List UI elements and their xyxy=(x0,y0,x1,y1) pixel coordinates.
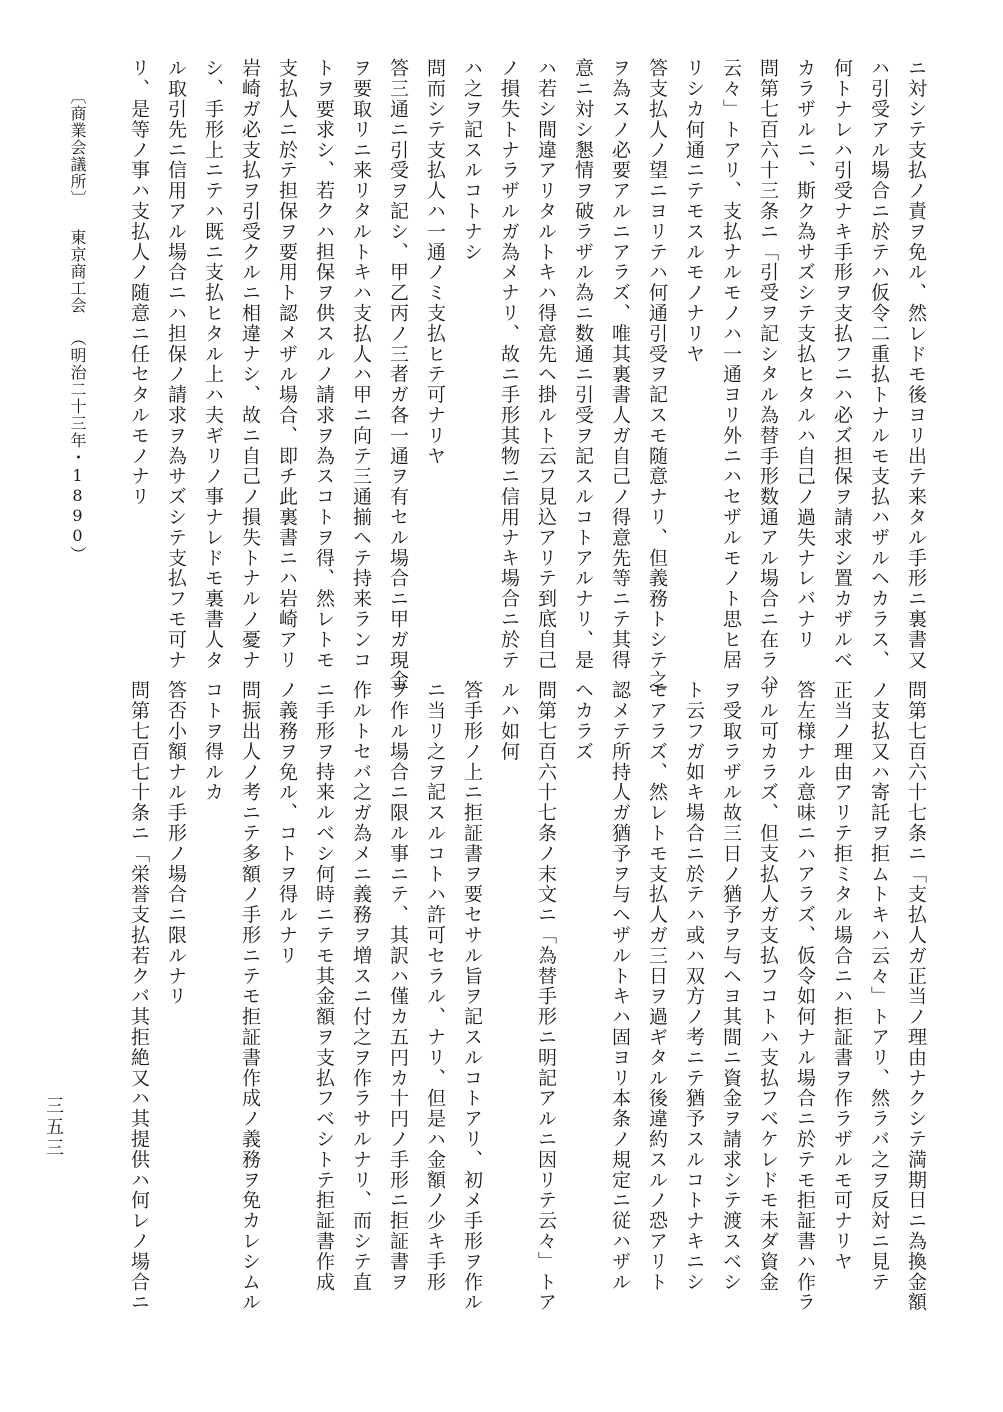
page-number: 三五三 xyxy=(43,1096,64,1159)
text-column: ハ之ヲ記スルコトナシ xyxy=(461,58,483,262)
text-column: 問而シテ支払人ハ一通ノミ支払ヒテ可ナリヤ xyxy=(424,58,446,466)
text-column: 問第七百六十三条ニ「引受ヲ記シタル為替手形数通アル場合ニ在ラハ xyxy=(757,58,779,691)
text-column: ニ手形ヲ持来ルベシ何時ニテモ其金額ヲ支払フベシトテ拒証書作成 xyxy=(313,680,335,1292)
text-column: モアラズ、然レトモ支払人ガ三日ヲ過ギタル後違約スルノ恐アリト xyxy=(646,680,668,1292)
source-label: 〔商業会議所〕 xyxy=(68,88,87,207)
text-column: 作ルトセバ之ガ為メニ義務ヲ増スニ付之ヲ作ラサルナリ、而シテ直 xyxy=(350,680,372,1292)
text-column: ルハ如何 xyxy=(498,680,520,762)
text-column: コトヲ得ルカ xyxy=(202,680,224,803)
text-column: 答手形ノ上ニ拒証書ヲ要セサル旨ヲ記スルコトアリ、初メ手形ヲ作ル xyxy=(461,680,483,1313)
text-column: ヘカラズ xyxy=(572,680,594,762)
date-label: （明治二十三年・1890） xyxy=(68,330,87,563)
text-column: 答三通ニ引受ヲ記シ、甲乙丙ノ三者ガ各一通ヲ有セル場合ニ甲ガ現金 xyxy=(387,58,409,691)
text-column: ノ損失トナラザルガ為メナリ、故ニ手形其物ニ信用ナキ場合ニ於テ xyxy=(498,58,520,670)
text-column: 問第七百六十七条ノ末文ニ「為替手形ニ明記アルニ因リテ云々」トア xyxy=(535,680,557,1313)
text-column: ニ対シテ支払ノ責ヲ免ル、然レドモ後ヨリ出テ来タル手形ニ裏書又 xyxy=(905,58,927,670)
text-column: カラザルニ、斯ク為サズシテ支払ヒタルハ自己ノ過失ナレバナリ xyxy=(794,58,816,650)
text-column: 正当ノ理由アリテ拒ミタル場合ニハ拒証書ヲ作ラザルモ可ナリヤ xyxy=(831,680,853,1272)
text-column: トヲ要求シ、若クハ担保ヲ供スルノ請求ヲ為スコトヲ得、然レトモ xyxy=(313,58,335,670)
text-column: リシカ何通ニテモスルモノナリヤ xyxy=(683,58,705,364)
text-column: 支払人ニ於テ担保ヲ要用ト認メザル場合、即チ此裏書ニハ岩崎アリ xyxy=(276,58,298,670)
text-column: ヲ受取ラザル故三日ノ猶予ヲ与ヘヨ其間ニ資金ヲ請求シテ渡スベシ xyxy=(720,680,742,1292)
publisher-label: 東京商工会 xyxy=(68,229,87,314)
text-column: 問振出人ノ考ニテ多額ノ手形ニテモ拒証書作成ノ義務ヲ免カレシムル xyxy=(239,680,261,1313)
text-column: ハ若シ間違アリタルトキハ得意先ヘ掛ルト云フ見込アリテ到底自己 xyxy=(535,58,557,670)
text-column: 問第七百七十条ニ「栄誉支払若クバ其拒絶又ハ其提供ハ何レノ場合ニ xyxy=(128,680,150,1313)
text-column: 答支払人ノ望ニヨリテハ何通引受ヲ記スモ随意ナリ、但義務トシテ之 xyxy=(646,58,668,691)
attribution-line xyxy=(64,88,90,563)
text-column: 云々」トアリ、支払ナルモノハ一通ヨリ外ニハセザルモノト思ヒ居 xyxy=(720,58,742,670)
text-column: 岩崎ガ必支払ヲ引受クルニ相違ナシ、故ニ自己ノ損失トナルノ憂ナ xyxy=(239,58,261,670)
text-column: ニ当リ之ヲ記スルコトハ許可セラル、ナリ、但是ハ金額ノ少キ手形 xyxy=(424,680,446,1292)
text-column: 問第七百六十七条ニ「支払人ガ正当ノ理由ナクシテ満期日ニ為換金額 xyxy=(905,680,927,1313)
text-column: 認メテ所持人ガ猶予ヲ与ヘザルトキハ固ヨリ本条ノ規定ニ従ハザル xyxy=(609,680,631,1292)
text-column: シ、手形上ニテハ既ニ支払ヒタル上ハ夫ギリノ事ナレドモ裏書人タ xyxy=(202,58,224,670)
text-column: ル取引先ニ信用アル場合ニハ担保ノ請求ヲ為サズシテ支払フモ可ナ xyxy=(165,58,187,670)
text-column: ノ支払又ハ寄託ヲ拒ムトキハ云々」トアリ、然ラバ之ヲ反対ニ見テ xyxy=(868,680,890,1292)
text-column: ヲ為スノ必要アルニアラズ、唯其裏書人ガ自己ノ得意先等ニテ其得 xyxy=(609,58,631,670)
text-column: ハ引受アル場合ニ於テハ仮令二重払トナルモ支払ハザルヘカラス、 xyxy=(868,58,890,670)
text-column: ザル可カラズ、但支払人ガ支払フコトハ支払フベケレドモ未ダ資金 xyxy=(757,680,779,1292)
text-column: 答左様ナル意味ニハアラズ、仮令如何ナル場合ニ於テモ拒証書ハ作ラ xyxy=(794,680,816,1313)
text-column: ト云フガ如キ場合ニ於テハ或ハ双方ノ考ニテ猶予スルコトナキニシ xyxy=(683,680,705,1292)
text-column: ヲ作ル場合ニ限ル事ニテ、其訳ハ僅カ五円カ十円ノ手形ニ拒証書ヲ xyxy=(387,680,409,1292)
text-column: 何トナレハ引受ナキ手形ヲ支払フニハ必ズ担保ヲ請求シ置カザルベ xyxy=(831,58,853,670)
text-column: ヲ要取リニ来リタルトキハ支払人ハ甲ニ向テ三通揃ヘテ持来ランコ xyxy=(350,58,372,670)
text-column: リ、是等ノ事ハ支払人ノ随意ニ任セタルモノナリ xyxy=(128,58,150,507)
text-column: ノ義務ヲ免ル、コトヲ得ルナリ xyxy=(276,680,298,966)
text-column: 答否小額ナル手形ノ場合ニ限ルナリ xyxy=(165,680,187,1007)
text-column: 意ニ対シ懇情ヲ破ラザル為ニ数通ニ引受ヲ記スルコトアルナリ、是 xyxy=(572,58,594,670)
